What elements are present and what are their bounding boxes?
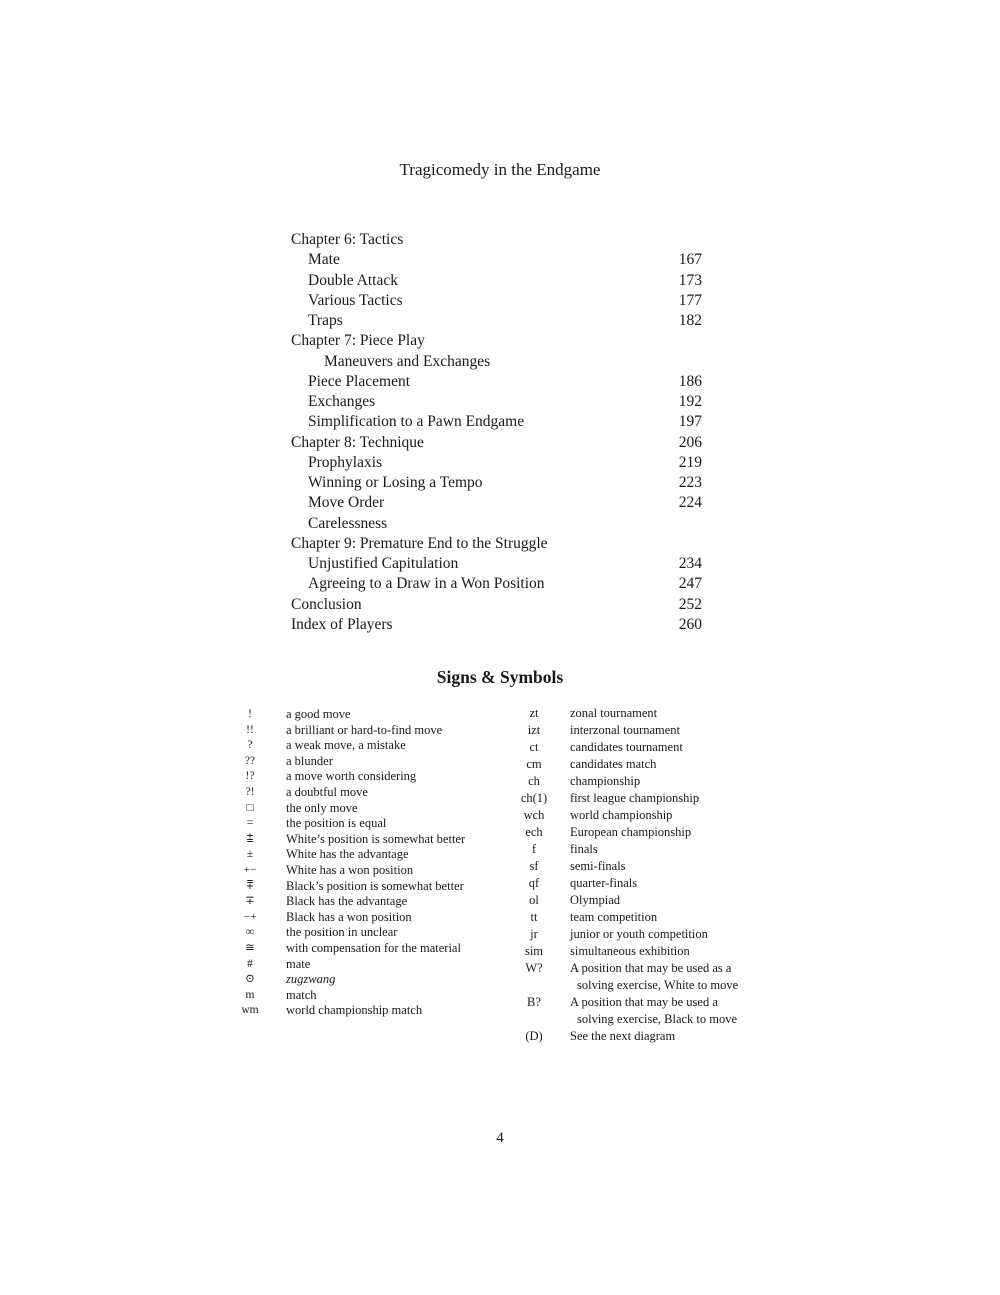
symbol-description-text: White has the advantage [286, 847, 409, 862]
symbol-entry [508, 926, 768, 943]
toc-entry-page: 173 [678, 271, 702, 289]
symbol-description [570, 858, 768, 875]
symbol-description-text: first league championship [570, 791, 700, 805]
symbol-glyph: sim [524, 944, 544, 958]
symbol-entry [230, 879, 490, 895]
symbol-description-text: White’s position is somewhat better [286, 831, 466, 846]
symbol-description [570, 994, 768, 1028]
symbol-description [286, 816, 386, 832]
symbol-description [570, 926, 768, 943]
symbol-glyph: B? [527, 995, 541, 1009]
symbol-entry [230, 707, 490, 723]
symbol-description-text: See the next diagram [570, 1029, 676, 1043]
symbol-glyph: wch [523, 808, 545, 822]
symbols-list-right [508, 705, 768, 1045]
symbol-entry [230, 894, 490, 910]
symbol-description-text: Olympiad [570, 893, 620, 907]
symbol-entry [508, 773, 768, 790]
symbol-glyph: zt [529, 706, 539, 720]
toc-entry [291, 554, 721, 574]
symbol-glyph: ch(1) [520, 791, 548, 805]
symbol-entry [508, 994, 768, 1028]
symbol-description [570, 824, 768, 841]
symbol-description-text: zonal tournament [570, 706, 658, 720]
toc-entry-label: Chapter 6: Tactics [291, 231, 404, 248]
symbol-description [286, 941, 461, 957]
symbol-entry [230, 723, 490, 739]
symbol-entry [508, 875, 768, 892]
symbol-description-text: a good move [286, 707, 351, 721]
symbol-entry [230, 972, 490, 988]
toc-entry [291, 392, 721, 412]
toc-entry-page: 186 [678, 372, 702, 390]
symbol-description [286, 988, 317, 1004]
symbol-description [286, 1003, 422, 1019]
symbol-glyph: cm [526, 757, 542, 771]
symbol-description-text: with compensation for the material [286, 940, 461, 955]
symbol-glyph: jr [530, 927, 538, 941]
toc-entry [291, 493, 721, 513]
symbol-description [286, 894, 407, 910]
toc-entry [291, 372, 721, 392]
toc-entry-label: Exchanges [308, 393, 376, 410]
symbol-description [286, 723, 442, 739]
symbol-description [570, 875, 768, 892]
symbol-glyph: ? [247, 739, 253, 752]
symbol-entry [508, 790, 768, 807]
toc-entry-label: Agreeing to a Draw in a Won Position [308, 575, 545, 593]
toc-entry [291, 534, 721, 554]
symbol-glyph: !? [245, 770, 255, 783]
symbol-description [286, 879, 464, 895]
symbol-entry [230, 769, 490, 785]
symbol-glyph: ≅ [245, 941, 255, 954]
symbol-description [286, 754, 333, 770]
toc-entry [291, 250, 721, 270]
symbol-description [286, 832, 465, 848]
symbol-glyph: wm [241, 1004, 259, 1017]
symbol-description-text: candidates tournament [570, 740, 683, 754]
toc-entry-page: 247 [678, 575, 702, 593]
symbol-glyph: !! [246, 723, 254, 736]
symbol-glyph: ch [528, 774, 540, 788]
toc-entry-label: Double Attack [308, 271, 398, 289]
symbol-glyph: ∓ [245, 895, 255, 908]
toc-entry-page: 206 [678, 433, 702, 451]
symbol-entry [230, 941, 490, 957]
toc-entry [291, 615, 721, 635]
symbol-description [570, 841, 768, 858]
symbol-glyph: −+ [243, 910, 257, 923]
symbol-description-text: simultaneous exhibition [570, 944, 690, 958]
symbol-description-continued: solving exercise, White to move [577, 978, 739, 992]
symbol-entry [230, 847, 490, 863]
symbol-entry [230, 957, 490, 973]
toc-entry-label: Chapter 8: Technique [291, 433, 424, 451]
toc-entry-label: Chapter 7: Piece Play [291, 332, 425, 350]
symbol-entry [508, 722, 768, 739]
toc-entry [291, 271, 721, 291]
toc-entry-label: Move Order [308, 494, 385, 512]
symbol-description-text: candidates match [570, 757, 657, 771]
symbol-description-text: Black has the advantage [286, 894, 408, 909]
toc-entry [291, 453, 721, 473]
symbols-list-left [230, 707, 490, 1019]
toc-entry-label: Prophylaxis [308, 453, 383, 471]
symbol-description [286, 863, 413, 879]
toc-entry [291, 291, 721, 311]
symbol-description-text: interzonal tournament [570, 723, 681, 737]
symbol-glyph: tt [530, 910, 538, 924]
symbol-glyph: ∞ [245, 926, 255, 939]
symbol-glyph: (D) [525, 1029, 543, 1043]
symbol-entry [508, 841, 768, 858]
symbol-entry [508, 892, 768, 909]
toc-entry-page: 252 [678, 595, 702, 613]
symbol-description [570, 756, 768, 773]
symbol-description-text: the only move [286, 800, 358, 815]
toc-entry-label: Simplification to a Pawn Endgame [308, 413, 525, 431]
symbol-description-text: championship [570, 774, 641, 788]
symbol-description [286, 707, 351, 723]
toc-entry [291, 574, 721, 594]
symbol-entry [230, 801, 490, 817]
symbol-description-text: a weak move, a mistake [286, 738, 406, 753]
symbol-description-text: Black’s position is somewhat better [286, 878, 464, 893]
toc-entry-page: 182 [678, 312, 702, 329]
symbol-description [286, 957, 310, 973]
symbol-entry [230, 910, 490, 926]
symbol-description [570, 722, 768, 739]
symbol-glyph: f [531, 842, 537, 856]
symbol-entry [230, 1003, 490, 1019]
toc-entry-label: Unjustified Capitulation [308, 555, 459, 572]
symbol-entry [508, 960, 768, 994]
symbol-glyph: izt [527, 723, 541, 737]
symbol-glyph: □ [246, 801, 254, 814]
symbol-description-text: A position that may be used as a [570, 961, 732, 975]
symbol-description-text: a move worth considering [286, 769, 417, 784]
symbol-glyph: ⩲ [246, 832, 254, 845]
symbol-description-text: the position is equal [286, 816, 387, 831]
toc-entry-page: 192 [678, 393, 702, 410]
symbol-entry [508, 705, 768, 722]
signs-symbols-heading: Signs & Symbols [436, 667, 564, 687]
symbol-entry [230, 816, 490, 832]
symbol-entry [508, 739, 768, 756]
symbol-description [570, 790, 768, 807]
toc-entry-label: Carelessness [308, 514, 388, 532]
symbol-entry [508, 943, 768, 960]
symbol-entry [508, 824, 768, 841]
toc-entry-label: Index of Players [291, 615, 393, 633]
toc-entry-label: Mate [308, 251, 340, 269]
table-of-contents [291, 230, 721, 635]
symbol-description-text: a brilliant or hard-to-find move [286, 722, 443, 737]
symbol-entry [230, 832, 490, 848]
symbol-description-text: match [286, 987, 317, 1002]
symbol-entry [230, 988, 490, 1004]
toc-entry [291, 595, 721, 615]
toc-entry-page: 234 [678, 555, 702, 572]
toc-entry-label: Conclusion [291, 595, 362, 613]
toc-entry [291, 352, 721, 372]
symbol-glyph: ?! [245, 785, 255, 798]
symbol-entry [508, 1028, 768, 1045]
toc-entry-page: 219 [678, 453, 702, 471]
symbol-description-text: a doubtful move [286, 784, 368, 799]
symbol-glyph: W? [525, 961, 543, 975]
symbol-entry [230, 925, 490, 941]
symbol-entry [230, 863, 490, 879]
symbol-description-text: A position that may be used a [570, 995, 718, 1009]
symbol-description [570, 960, 768, 994]
symbol-description [286, 738, 406, 754]
symbol-description [570, 705, 768, 722]
toc-entry [291, 433, 721, 453]
symbol-description-text: quarter-finals [570, 876, 638, 890]
toc-entry-label: Maneuvers and Exchanges [324, 352, 491, 370]
symbol-glyph: +− [243, 863, 257, 876]
symbol-description-text: the position in unclear [286, 925, 398, 940]
toc-entry-page: 224 [678, 494, 702, 512]
symbol-description-text: Black has a won position [286, 909, 412, 924]
toc-entry-label: Winning or Losing a Tempo [308, 474, 483, 491]
symbol-description [286, 785, 368, 801]
symbol-description-text: zugzwang [286, 972, 336, 987]
symbol-description-text: junior or youth competition [570, 927, 708, 941]
symbol-description [286, 847, 409, 863]
symbol-description [286, 801, 358, 817]
toc-entry [291, 230, 721, 250]
symbol-entry [508, 756, 768, 773]
symbol-glyph: ⩱ [246, 879, 254, 892]
symbol-description-text: semi-finals [570, 859, 626, 873]
symbol-description-text: White has a won position [286, 862, 414, 877]
symbol-description [570, 943, 768, 960]
symbol-description [286, 972, 335, 988]
symbol-glyph: sf [529, 859, 539, 873]
symbol-description-continued: solving exercise, Black to move [577, 1012, 738, 1026]
symbol-glyph: ?? [244, 754, 256, 767]
toc-entry [291, 311, 721, 331]
toc-entry-page: 167 [678, 251, 702, 269]
toc-entry-label: Traps [308, 312, 343, 329]
symbol-glyph: ⊙ [245, 973, 255, 986]
symbol-description [570, 807, 768, 824]
symbol-description [286, 769, 416, 785]
symbol-entry [230, 785, 490, 801]
toc-entry-label: Chapter 9: Premature End to the Struggle [291, 534, 548, 552]
symbol-description [570, 739, 768, 756]
symbol-entry [230, 738, 490, 754]
toc-entry [291, 412, 721, 432]
toc-entry-label: Various Tactics [308, 291, 403, 309]
toc-entry [291, 473, 721, 493]
toc-entry [291, 331, 721, 351]
symbol-description [570, 892, 768, 909]
symbol-glyph: ol [529, 893, 539, 907]
toc-entry-page: 260 [678, 615, 702, 633]
symbol-description [286, 910, 412, 926]
page-title: Tragicomedy in the Endgame [399, 160, 601, 179]
symbol-glyph: = [246, 817, 254, 830]
symbol-glyph: m [245, 988, 255, 1001]
symbol-entry [508, 807, 768, 824]
toc-entry-label: Piece Placement [308, 372, 410, 390]
symbol-glyph: ech [525, 825, 543, 839]
toc-entry [291, 514, 721, 534]
symbol-glyph: ± [246, 848, 254, 861]
symbol-entry [508, 909, 768, 926]
toc-entry-page: 223 [678, 474, 702, 491]
symbol-description-text: world championship match [286, 1003, 423, 1018]
page-number: 4 [496, 1130, 504, 1146]
symbol-entry [230, 754, 490, 770]
toc-entry-page: 177 [678, 291, 702, 309]
symbol-glyph: # [247, 957, 253, 970]
symbol-description-text: European championship [570, 825, 692, 839]
symbol-description-text: a blunder [286, 753, 333, 768]
toc-entry-page: 197 [678, 413, 702, 431]
symbol-description-text: team competition [570, 910, 658, 924]
symbol-description [570, 909, 768, 926]
symbol-description [570, 1028, 768, 1045]
symbol-description-text: world championship [570, 808, 673, 822]
symbol-description [286, 925, 397, 941]
symbol-description-text: finals [570, 842, 598, 856]
symbol-glyph: ! [248, 708, 252, 720]
symbol-description-text: mate [286, 956, 311, 971]
symbol-glyph: qf [528, 876, 540, 890]
symbol-glyph: ct [529, 740, 539, 754]
symbol-description [570, 773, 768, 790]
symbol-entry [508, 858, 768, 875]
